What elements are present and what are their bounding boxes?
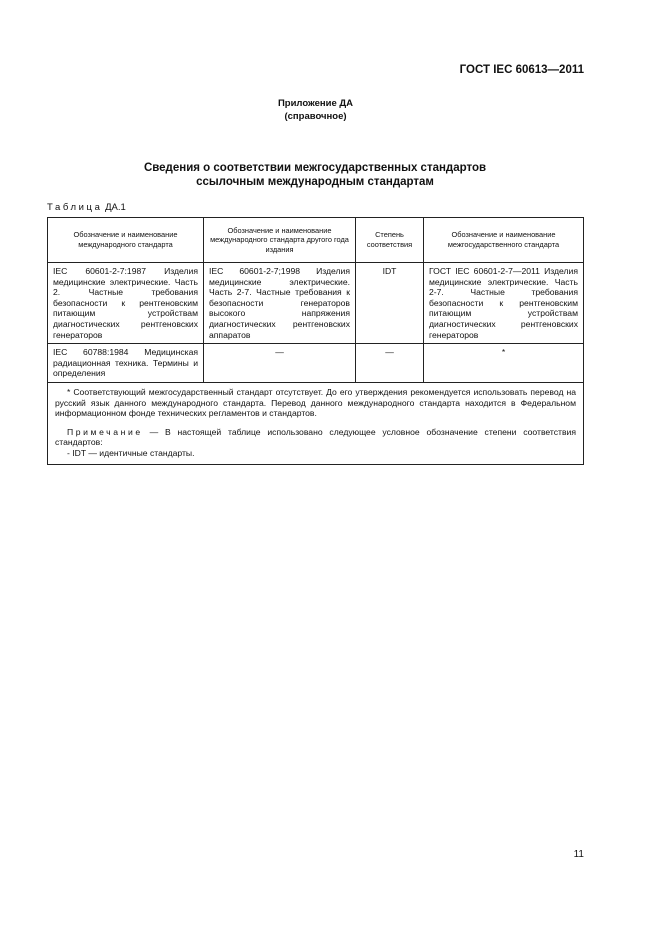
- table-footnotes-row: [48, 382, 584, 464]
- cell-degree-of-conformity: —: [356, 344, 424, 383]
- page-number: 11: [573, 849, 584, 860]
- cell-international-standard: IEC 60788:1984 Медицинская радиационная техника. Термины и определения: [48, 344, 204, 383]
- header-international-standard: Обозначение и наименование международного стандарта: [48, 218, 204, 263]
- cell-other-year-standard: IEC 60601-2-7;1998 Изделия медицинские электрические. Часть 2-7. Частные требования к безопасности генераторов высокого напряжения диагностических рентгеновских аппаратов: [204, 263, 356, 344]
- footnote-no-interstate-standard: * Соответствующий межгосударственный стандарт отсутствует. До его утверждения рекомендуется использовать перевод на русский язык данного международного стандарта. Перевод данного международного стандарта находится в Федеральном информационном фонде технических регламентов и стандартов.: [55, 386, 576, 419]
- appendix-subtitle: (справочное): [284, 111, 347, 122]
- cell-degree-of-conformity: IDT: [356, 263, 424, 344]
- section-title-line-2: ссылочным международным стандартам: [196, 176, 434, 188]
- table-footnotes: [48, 382, 584, 464]
- note-text: — В настоящей таблице использовано следующее условное обозначение степени соответствия стандартов:: [55, 426, 577, 448]
- header-interstate-standard: Обозначение и наименование межгосударственного стандарта: [424, 218, 584, 263]
- appendix-title: Приложение ДА: [277, 98, 354, 109]
- table-caption-number: ДА.1: [105, 202, 126, 213]
- cell-international-standard: IEC 60601-2-7:1987 Изделия медицинские электрические. Часть 2. Частные требования безопасности к рентгеновским питающим устройствам диагностических рентгеновских генераторов: [48, 263, 204, 344]
- cell-interstate-standard: ГОСТ IEC 60601-2-7—2011 Изделия медицинские электрические. Часть 2-7. Частные требования безопасности к рентгеновским питающим устройствам диагностических рентгеновских генераторов: [424, 263, 584, 344]
- table-row: [48, 344, 584, 383]
- table-row: [48, 263, 584, 344]
- header-other-year-standard: Обозначение и наименование международного стандарта другого года издания: [204, 218, 356, 263]
- table-caption: [47, 202, 126, 213]
- section-title: [110, 161, 520, 189]
- cell-interstate-standard: *: [424, 344, 584, 383]
- section-title-line-1: Сведения о соответствии межгосударственных стандартов: [143, 162, 487, 174]
- cell-other-year-standard: —: [204, 344, 356, 383]
- header-degree-of-conformity: Степень соответствия: [356, 218, 424, 263]
- document-code: ГОСТ IEC 60613—2011: [459, 64, 584, 76]
- table-header-row: [48, 218, 584, 263]
- table-note: [55, 427, 576, 448]
- note-label: Примечание: [67, 426, 143, 437]
- note-list-item: - IDT — идентичные стандарты.: [67, 447, 195, 458]
- appendix-heading: [200, 97, 431, 123]
- table-caption-label: Таблица: [47, 202, 103, 213]
- correspondence-table: [47, 217, 584, 465]
